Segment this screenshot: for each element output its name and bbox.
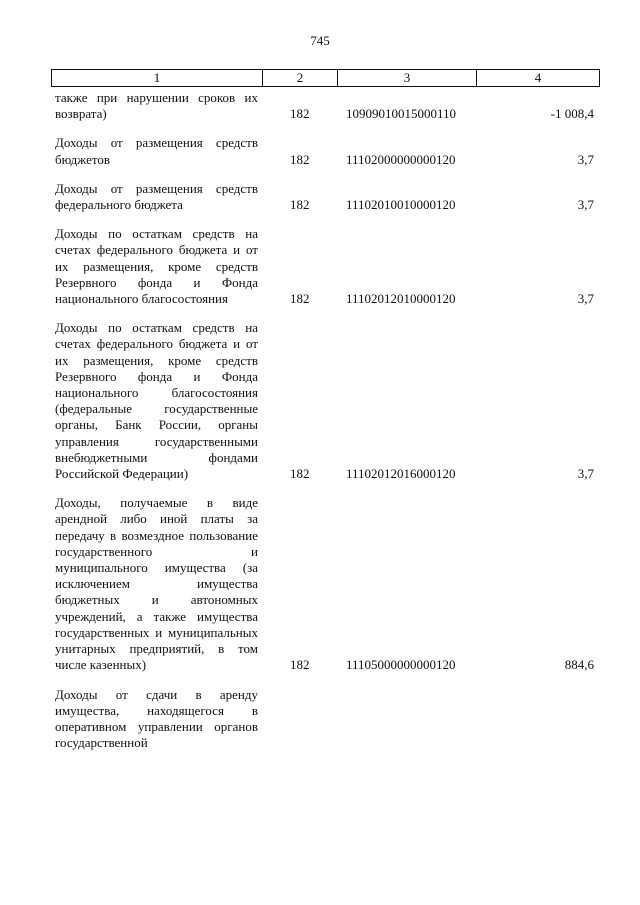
- row-description: также при нарушении сроков их возврата): [55, 90, 258, 122]
- table-row: [55, 320, 600, 482]
- row-description: Доходы от размещения средств бюджетов: [55, 135, 258, 167]
- table-row: [55, 135, 600, 167]
- row-description: Доходы от размещения средств федерального бюджета: [55, 180, 258, 213]
- row-kbk-code: 11102012016000120: [346, 466, 456, 482]
- page-number: 745: [310, 33, 330, 48]
- row-description: Доходы по остаткам средств на счетах федерального бюджета и от их размещения, кроме средств Резервного фонда и Фонда национального благосостояния: [55, 226, 258, 307]
- row-admin-code: 182: [290, 151, 310, 167]
- row-kbk-code: 11102000000000120: [346, 151, 456, 167]
- table-row: [55, 687, 600, 752]
- row-admin-code: 182: [290, 466, 310, 482]
- table-row: [55, 181, 600, 213]
- table-row: [55, 495, 600, 673]
- table-body: [55, 90, 600, 764]
- row-kbk-code: 11102012010000120: [346, 291, 456, 307]
- row-description: Доходы по остаткам средств на счетах федерального бюджета и от их размещения, кроме средств Резервного фонда и Фонда национального благосостояния (федеральные государственные органы, Банк России, органы управления государственными внебюджетными фондами Российской Федерации): [55, 320, 258, 482]
- column-header-3: 3: [338, 70, 477, 86]
- column-header-4: 4: [534, 70, 542, 85]
- row-amount: -1 008,4: [550, 106, 594, 122]
- table-header-row: [51, 69, 600, 87]
- row-amount: 3,7: [577, 291, 594, 307]
- row-kbk-code: 11102010010000120: [346, 197, 456, 213]
- column-header-1: 1: [52, 70, 263, 86]
- row-amount: 884,6: [564, 657, 594, 673]
- column-header-2: 2: [263, 70, 338, 86]
- table-row: [55, 226, 600, 307]
- table-row: [55, 90, 600, 122]
- row-kbk-code: 11105000000000120: [346, 657, 456, 673]
- row-description: Доходы от сдачи в аренду имущества, находящегося в оперативном управлении органов государственной: [55, 686, 258, 751]
- row-amount: 3,7: [577, 197, 594, 213]
- row-admin-code: 182: [290, 291, 310, 307]
- row-admin-code: 182: [290, 657, 310, 673]
- row-amount: 3,7: [577, 466, 594, 482]
- row-admin-code: 182: [290, 106, 310, 122]
- row-admin-code: 182: [290, 197, 310, 213]
- row-description: Доходы, получаемые в виде арендной либо иной платы за передачу в возмездное пользование государственного и муниципального имущества (за исключением имущества бюджетных и автономных учреждений, а также имущества государственных и муниципальных унитарных предприятий, в том числе казенных): [55, 495, 258, 673]
- row-kbk-code: 10909010015000110: [346, 106, 457, 122]
- row-amount: 3,7: [577, 151, 594, 167]
